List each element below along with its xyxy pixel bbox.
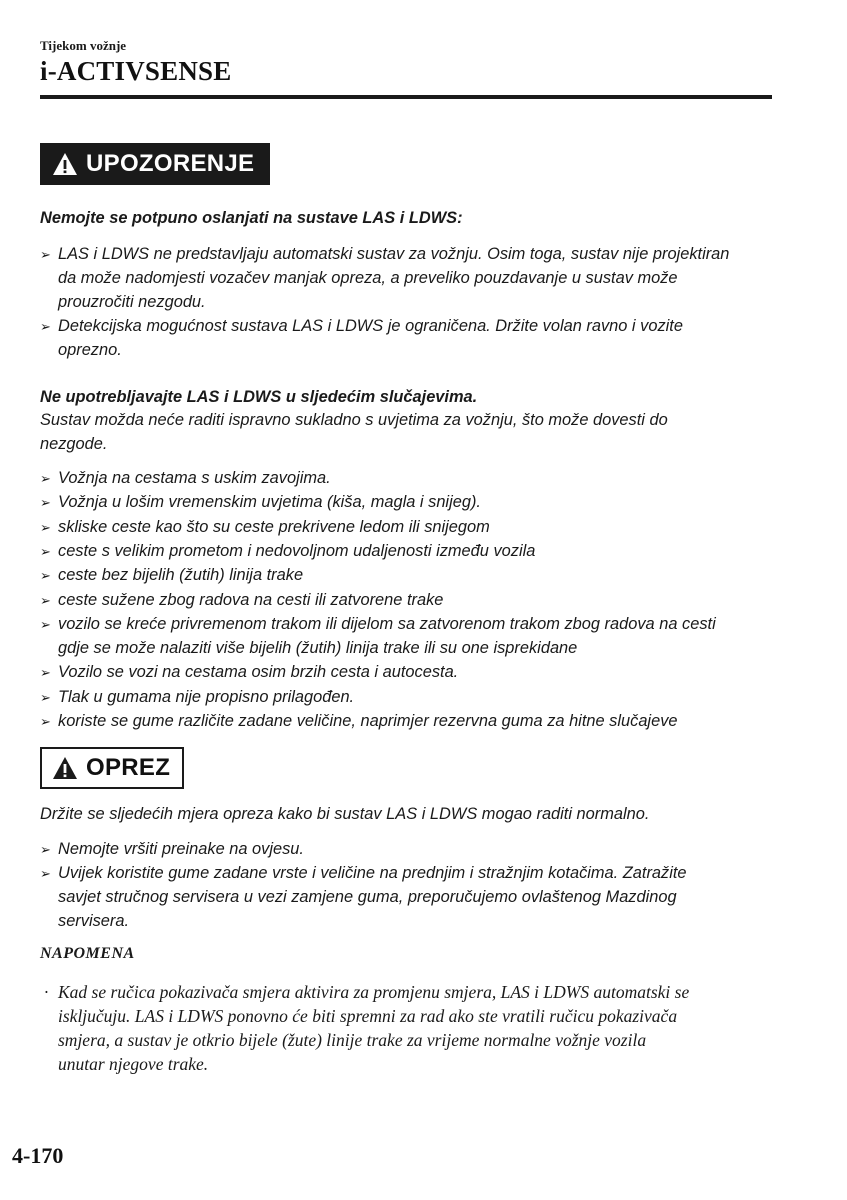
section-label: Tijekom vožnje xyxy=(40,38,127,53)
arrow-bullet-icon: ➢ xyxy=(40,665,51,680)
list-item xyxy=(40,837,304,862)
list-item-text: skliske ceste kao što su ceste prekrivene ledom ili snijegom xyxy=(58,518,490,536)
list-item-continuation: gdje se može nalaziti više bijelih (žutih) linija trake ili su one isprekidane xyxy=(58,639,578,657)
arrow-bullet-icon: ➢ xyxy=(40,520,51,535)
list-item xyxy=(40,314,683,339)
caution-label: OPREZ xyxy=(86,754,171,781)
note-heading: NAPOMENA xyxy=(40,945,135,962)
arrow-bullet-icon: ➢ xyxy=(40,319,51,334)
list-item-continuation: da može nadomjesti vozačev manjak opreza, a preveliko pouzdavanje u sustav može xyxy=(58,269,678,287)
warning-triangle-icon xyxy=(52,756,78,780)
list-item-text: Uvijek koristite gume zadane vrste i veličine na prednjim i stražnjim kotačima. Zatražite xyxy=(58,864,687,882)
list-item xyxy=(40,709,678,734)
note-bullet: · xyxy=(44,982,49,1002)
list-item-text: Nemojte vršiti preinake na ovjesu. xyxy=(58,840,304,858)
list-item xyxy=(40,588,443,613)
arrow-bullet-icon: ➢ xyxy=(40,544,51,559)
note-line: isključuju. LAS i LDWS ponovno će biti spremni za rad ako ste vratili ručicu pokazivača xyxy=(58,1006,678,1026)
warning-banner xyxy=(40,143,270,185)
page-number: 4-170 xyxy=(12,1143,64,1168)
list-item xyxy=(40,242,729,267)
warning-label: UPOZORENJE xyxy=(86,150,255,177)
list-item xyxy=(40,466,331,491)
list-item-continuation: savjet stručnog servisera u vezi zamjene guma, preporučujemo ovlaštenog Mazdinog xyxy=(58,888,677,906)
list-item-text: Vožnja na cestama s uskim zavojima. xyxy=(58,469,331,487)
list-item xyxy=(40,660,458,685)
list-item xyxy=(40,539,535,564)
arrow-bullet-icon: ➢ xyxy=(40,471,51,486)
arrow-bullet-icon: ➢ xyxy=(40,617,51,632)
list-item-text: ceste s velikim prometom i nedovoljnom udaljenosti između vozila xyxy=(58,542,536,560)
list-item-text: vozilo se kreće privremenom trakom ili dijelom sa zatvorenom trakom zbog radova na cesti xyxy=(58,615,716,633)
list-item-continuation: servisera. xyxy=(58,912,130,930)
list-item xyxy=(40,563,303,588)
caution-banner xyxy=(40,747,184,789)
list-item-text: ceste sužene zbog radova na cesti ili zatvorene trake xyxy=(58,591,444,609)
list-item-text: LAS i LDWS ne predstavljaju automatski sustav za vožnju. Osim toga, sustav nije projektiran xyxy=(58,245,730,263)
warning-triangle-icon xyxy=(52,152,78,176)
note-line: Kad se ručica pokazivača smjera aktivira za promjenu smjera, LAS i LDWS automatski se xyxy=(58,982,690,1002)
arrow-bullet-icon: ➢ xyxy=(40,690,51,705)
arrow-bullet-icon: ➢ xyxy=(40,714,51,729)
note-line: smjera, a sustav je otkrio bijele (žute) linije trake za vrijeme normalne vožnje vozila xyxy=(58,1030,647,1050)
warning-heading-1: Nemojte se potpuno oslanjati na sustave LAS i LDWS: xyxy=(40,209,463,227)
arrow-bullet-icon: ➢ xyxy=(40,593,51,608)
arrow-bullet-icon: ➢ xyxy=(40,866,51,881)
note-line: unutar njegove trake. xyxy=(58,1054,209,1074)
list-item-text: ceste bez bijelih (žutih) linija trake xyxy=(58,566,304,584)
list-item xyxy=(40,861,687,886)
list-item-text: Vozilo se vozi na cestama osim brzih cesta i autocesta. xyxy=(58,663,459,681)
arrow-bullet-icon: ➢ xyxy=(40,247,51,262)
list-item xyxy=(40,685,354,710)
list-item xyxy=(40,490,481,515)
arrow-bullet-icon: ➢ xyxy=(40,842,51,857)
list-item-text: Tlak u gumama nije propisno prilagođen. xyxy=(58,688,355,706)
arrow-bullet-icon: ➢ xyxy=(40,568,51,583)
warning-intro: Sustav možda neće raditi ispravno sukladno s uvjetima za vožnju, što može dovesti do xyxy=(40,411,668,429)
list-item-text: koriste se gume različite zadane veličine, naprimjer rezervna guma za hitne slučajeve xyxy=(58,712,678,730)
list-item-continuation: oprezno. xyxy=(58,341,122,359)
chapter-title: i-ACTIVSENSE xyxy=(40,56,232,86)
warning-heading-2: Ne upotrebljavajte LAS i LDWS u sljedećim slučajevima. xyxy=(40,388,478,406)
header-rule xyxy=(40,95,772,99)
list-item-text: Detekcijska mogućnost sustava LAS i LDWS je ograničena. Držite volan ravno i vozite xyxy=(58,317,683,335)
arrow-bullet-icon: ➢ xyxy=(40,495,51,510)
list-item xyxy=(40,612,716,637)
warning-intro: nezgode. xyxy=(40,435,108,453)
list-item-continuation: prouzročiti nezgodu. xyxy=(58,293,206,311)
list-item xyxy=(40,515,490,540)
list-item-text: Vožnja u lošim vremenskim uvjetima (kiša, magla i snijeg). xyxy=(58,493,481,511)
caution-intro: Držite se sljedećih mjera opreza kako bi sustav LAS i LDWS mogao raditi normalno. xyxy=(40,805,650,823)
